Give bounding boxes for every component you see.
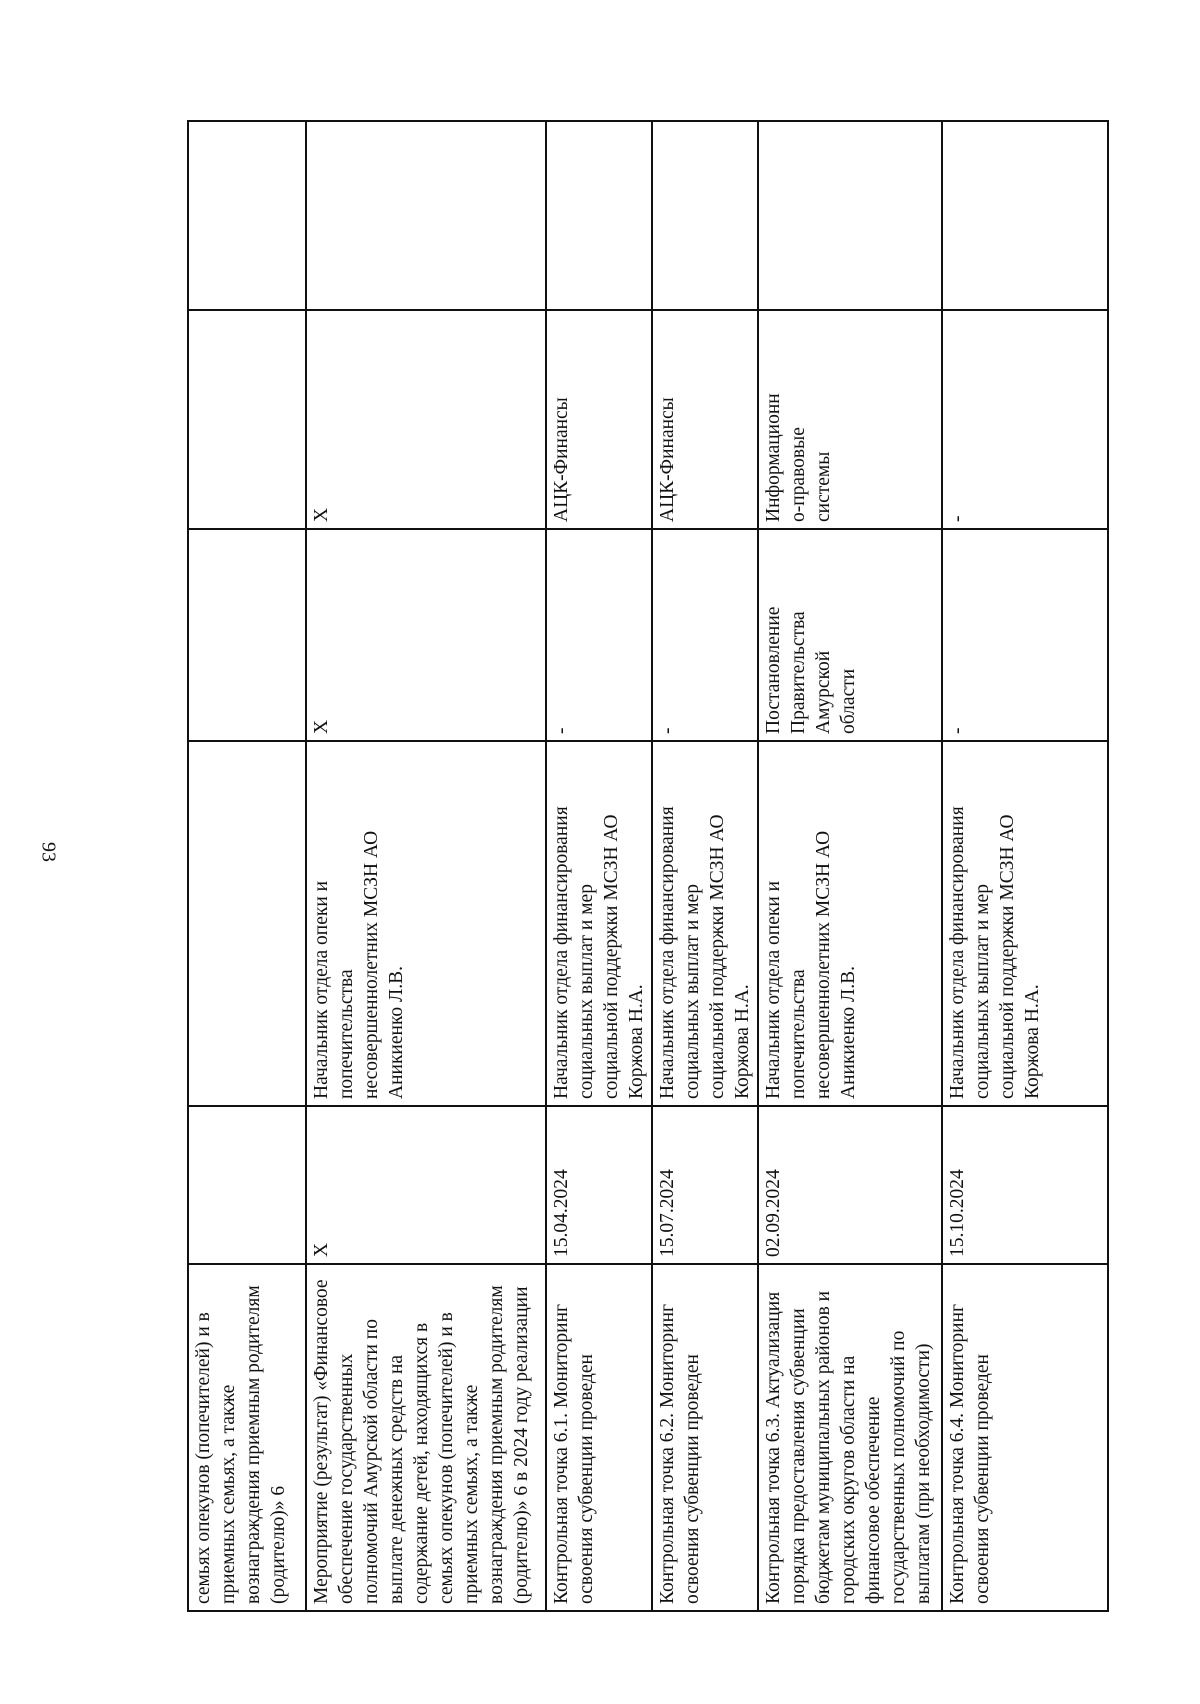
cell-empty (546, 121, 652, 310)
cell-responsible (188, 741, 306, 1106)
cell-system: АЦК-Финансы (652, 310, 758, 529)
table-row (546, 121, 652, 1611)
cell-responsible: Начальник отдела финансирования социальных выплат и мер социальной поддержки МСЗН АО Коржова Н.А. (942, 741, 1108, 1106)
cell-document: - (546, 529, 652, 741)
cell-empty (758, 121, 942, 310)
cell-empty (306, 121, 546, 310)
cell-empty (942, 121, 1108, 310)
cell-date: 02.09.2024 (758, 1106, 942, 1264)
cell-document: Постановление Правительства Амурской области (758, 529, 942, 741)
cell-system: АЦК-Финансы (546, 310, 652, 529)
cell-responsible: Начальник отдела финансирования социальных выплат и мер социальной поддержки МСЗН АО Коржова Н.А. (546, 741, 652, 1106)
cell-document: X (306, 529, 546, 741)
cell-system: Информационн о-правовые системы (758, 310, 942, 529)
cell-date: 15.10.2024 (942, 1106, 1108, 1264)
rotated-page-content (187, 122, 1095, 1612)
cell-empty (652, 121, 758, 310)
cell-responsible: Начальник отдела опеки и попечительства несовершеннолетних МСЗН АО Аникиенко Л.В. (758, 741, 942, 1106)
cell-date: 15.07.2024 (652, 1106, 758, 1264)
cell-document: - (652, 529, 758, 741)
cell-activity: Контрольная точка 6.2. Мониторинг освоения субвенции проведен (652, 1264, 758, 1611)
cell-date (188, 1106, 306, 1264)
cell-activity: Контрольная точка 6.1. Мониторинг освоения субвенции проведен (546, 1264, 652, 1611)
page-number: 93 (37, 842, 60, 862)
cell-date: X (306, 1106, 546, 1264)
cell-activity: семьях опекунов (попечителей) и в приемных семьях, а также вознаграждения приемным родителям (родителю)» 6 (188, 1264, 306, 1611)
cell-system: X (306, 310, 546, 529)
table-row (758, 121, 942, 1611)
cell-responsible: Начальник отдела опеки и попечительства несовершеннолетних МСЗН АО Аникиенко Л.В. (306, 741, 546, 1106)
table-row (188, 121, 306, 1611)
table-row (652, 121, 758, 1611)
cell-system: - (942, 310, 1108, 529)
cell-responsible: Начальник отдела финансирования социальных выплат и мер социальной поддержки МСЗН АО Коржова Н.А. (652, 741, 758, 1106)
cell-date: 15.04.2024 (546, 1106, 652, 1264)
cell-empty (188, 121, 306, 310)
cell-document: - (942, 529, 1108, 741)
cell-activity: Мероприятие (результат) «Финансовое обеспечение государственных полномочий Амурской области по выплате денежных средств на содержание детей, находящихся в семьях опекунов (попечителей) и в приемных семьях, а также вознаграждения приемным родителям (родителю)» 6 в 2024 году реализации (306, 1264, 546, 1611)
table-row (306, 121, 546, 1611)
cell-activity: Контрольная точка 6.4. Мониторинг освоения субвенции проведен (942, 1264, 1108, 1611)
cell-activity: Контрольная точка 6.3. Актуализация порядка предоставления субвенции бюджетам муниципальных районов и городских округов области на финансовое обеспечение государственных полномочий по выплатам (при необходимости) (758, 1264, 942, 1611)
table-row (942, 121, 1108, 1611)
cell-document (188, 529, 306, 741)
plan-table (187, 120, 1109, 1612)
cell-system (188, 310, 306, 529)
